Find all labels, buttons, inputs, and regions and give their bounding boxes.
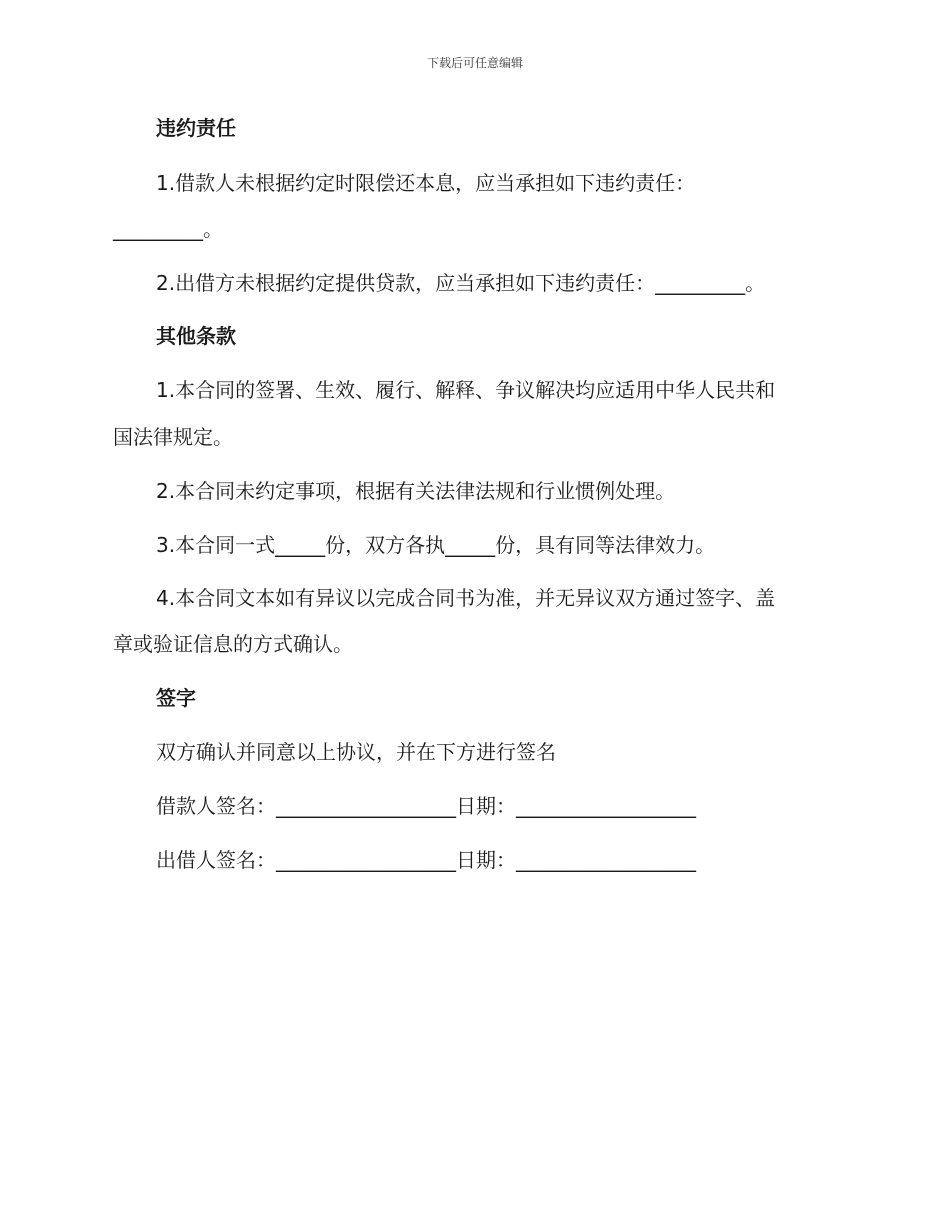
borrower-signature-line: 借款人签名：__________________日期：__________________ [156,794,696,818]
other-item-2: 2.本合同未约定事项，根据有关法律法规和行业惯例处理。 [156,479,676,503]
signature-heading: 签字 [156,686,196,710]
breach-item-2: 2.出借方未根据约定提供贷款，应当承担如下违约责任：_________。 [156,271,766,295]
header-note: 下载后可任意编辑 [426,56,523,70]
signature-confirm: 双方确认并同意以上协议，并在下方进行签名 [156,740,556,764]
breach-item-1-line-1: 1.借款人未根据约定时限偿还本息，应当承担如下违约责任： [156,171,696,195]
other-item-4-line-1: 4.本合同文本如有异议以完成合同书为准，并无异议双方通过签字、盖 [156,586,776,610]
breach-item-1-line-2: _________。 [113,217,223,241]
other-heading: 其他条款 [156,324,236,348]
other-item-4-line-2: 章或验证信息的方式确认。 [113,632,353,656]
other-item-1-line-1: 1.本合同的签署、生效、履行、解释、争议解决均应适用中华人民共和 [156,378,776,402]
other-item-1-line-2: 国法律规定。 [113,425,233,449]
breach-heading: 违约责任 [156,116,236,140]
other-item-3: 3.本合同一式_____份，双方各执_____份，具有同等法律效力。 [156,533,716,557]
lender-signature-line: 出借人签名：__________________日期：__________________ [156,848,696,872]
